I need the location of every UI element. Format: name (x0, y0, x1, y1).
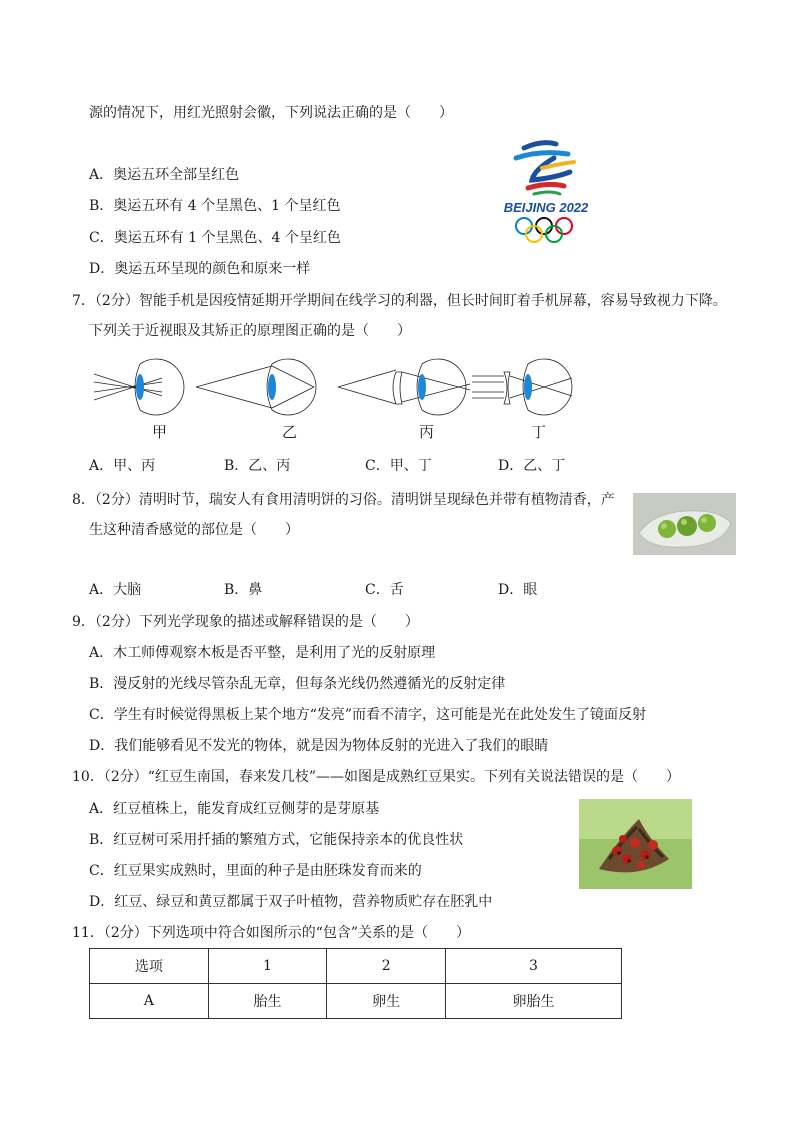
table-header-cell: 2 (327, 949, 446, 984)
table-cell: 胎生 (208, 984, 327, 1019)
table-cell: 卵生 (327, 984, 446, 1019)
q10-option-a: A．红豆植株上，能发育成红豆侧芽的是芽原基 (89, 801, 380, 817)
q9-stem: 9．（2分）下列光学现象的描述或解释错误的是（ ） (72, 614, 419, 630)
table-header-cell: 3 (446, 949, 622, 984)
q6-stem-tail: 源的情况下，用红光照射会徽，下列说法正确的是（ ） (89, 105, 453, 121)
q6-option-c: C．奥运五环有 1 个呈黑色、4 个呈红色 (89, 230, 341, 246)
table-header-cell: 1 (208, 949, 327, 984)
logo-text: BEIJING 2022 (503, 200, 589, 215)
q7-stem-line1: 7．（2分）智能手机是因疫情延期开学期间在线学习的利器，但长时间盯着手机屏幕，容易导致视力下降。 (72, 293, 727, 309)
q7-option-d: D．乙、丁 (498, 458, 566, 474)
q8-option-b: B．鼻 (224, 582, 263, 598)
q10-stem: 10．（2分）“红豆生南国，春来发几枝”——如图是成熟红豆果实。下列有关说法错误的是（ ） (72, 769, 681, 785)
q7-stem-line2: 下列关于近视眼及其矫正的原理图正确的是（ ） (89, 323, 411, 339)
q9-option-b: B．漫反射的光线尽管杂乱无章，但每条光线仍然遵循光的反射定律 (89, 676, 506, 692)
q6-option-d: D．奥运五环呈现的颜色和原来一样 (89, 261, 311, 277)
qingming-cake-photo (633, 493, 736, 555)
red-bean-photo (579, 799, 692, 889)
eye-label-ding: 丁 (531, 423, 547, 441)
q10-option-b: B．红豆树可采用扦插的繁殖方式，它能保持亲本的优良性状 (89, 832, 464, 848)
table-cell: 卵胎生 (446, 984, 622, 1019)
eye-label-jia: 甲 (152, 423, 168, 441)
q8-option-d: D．眼 (498, 582, 538, 598)
q11-table (89, 948, 622, 1019)
q7-option-c: C．甲、丁 (365, 458, 432, 474)
q9-option-d: D．我们能够看见不发光的物体，就是因为物体反射的光进入了我们的眼睛 (89, 738, 549, 754)
table-cell: A (90, 984, 209, 1019)
q10-option-d: D．红豆、绿豆和黄豆都属于双子叶植物，营养物质贮存在胚乳中 (89, 894, 493, 910)
beijing-2022-logo (494, 136, 598, 246)
eye-label-yi: 乙 (282, 423, 298, 441)
q8-option-c: C．舌 (365, 582, 404, 598)
q7-option-a: A．甲、丙 (89, 458, 156, 474)
q9-option-c: C．学生有时候觉得黑板上某个地方“发亮”而看不清字，这可能是光在此处发生了镜面反射 (89, 707, 647, 723)
table-header-row (90, 949, 622, 984)
q6-option-a: A．奥运五环全部呈红色 (89, 167, 240, 183)
q7-option-b: B．乙、丙 (224, 458, 291, 474)
table-row (90, 984, 622, 1019)
q6-option-b: B．奥运五环有 4 个呈黑色、1 个呈红色 (89, 198, 341, 214)
q9-option-a: A．木工师傅观察木板是否平整，是利用了光的反射原理 (89, 645, 436, 661)
q8-stem-line1: 8．（2分）清明时节，瑞安人有食用清明饼的习俗。清明饼呈现绿色并带有植物清香，产 (72, 492, 615, 508)
eye-diagrams (92, 356, 582, 418)
eye-label-bing: 丙 (419, 423, 435, 441)
q8-option-a: A．大脑 (89, 582, 142, 598)
q8-stem-line2: 生这种清香感觉的部位是（ ） (89, 522, 299, 538)
q11-stem: 11．（2分）下列选项中符合如图所示的“包含”关系的是（ ） (72, 925, 471, 941)
table-header-cell: 选项 (90, 949, 209, 984)
q10-option-c: C．红豆果实成熟时，里面的种子是由胚珠发育而来的 (89, 863, 422, 879)
